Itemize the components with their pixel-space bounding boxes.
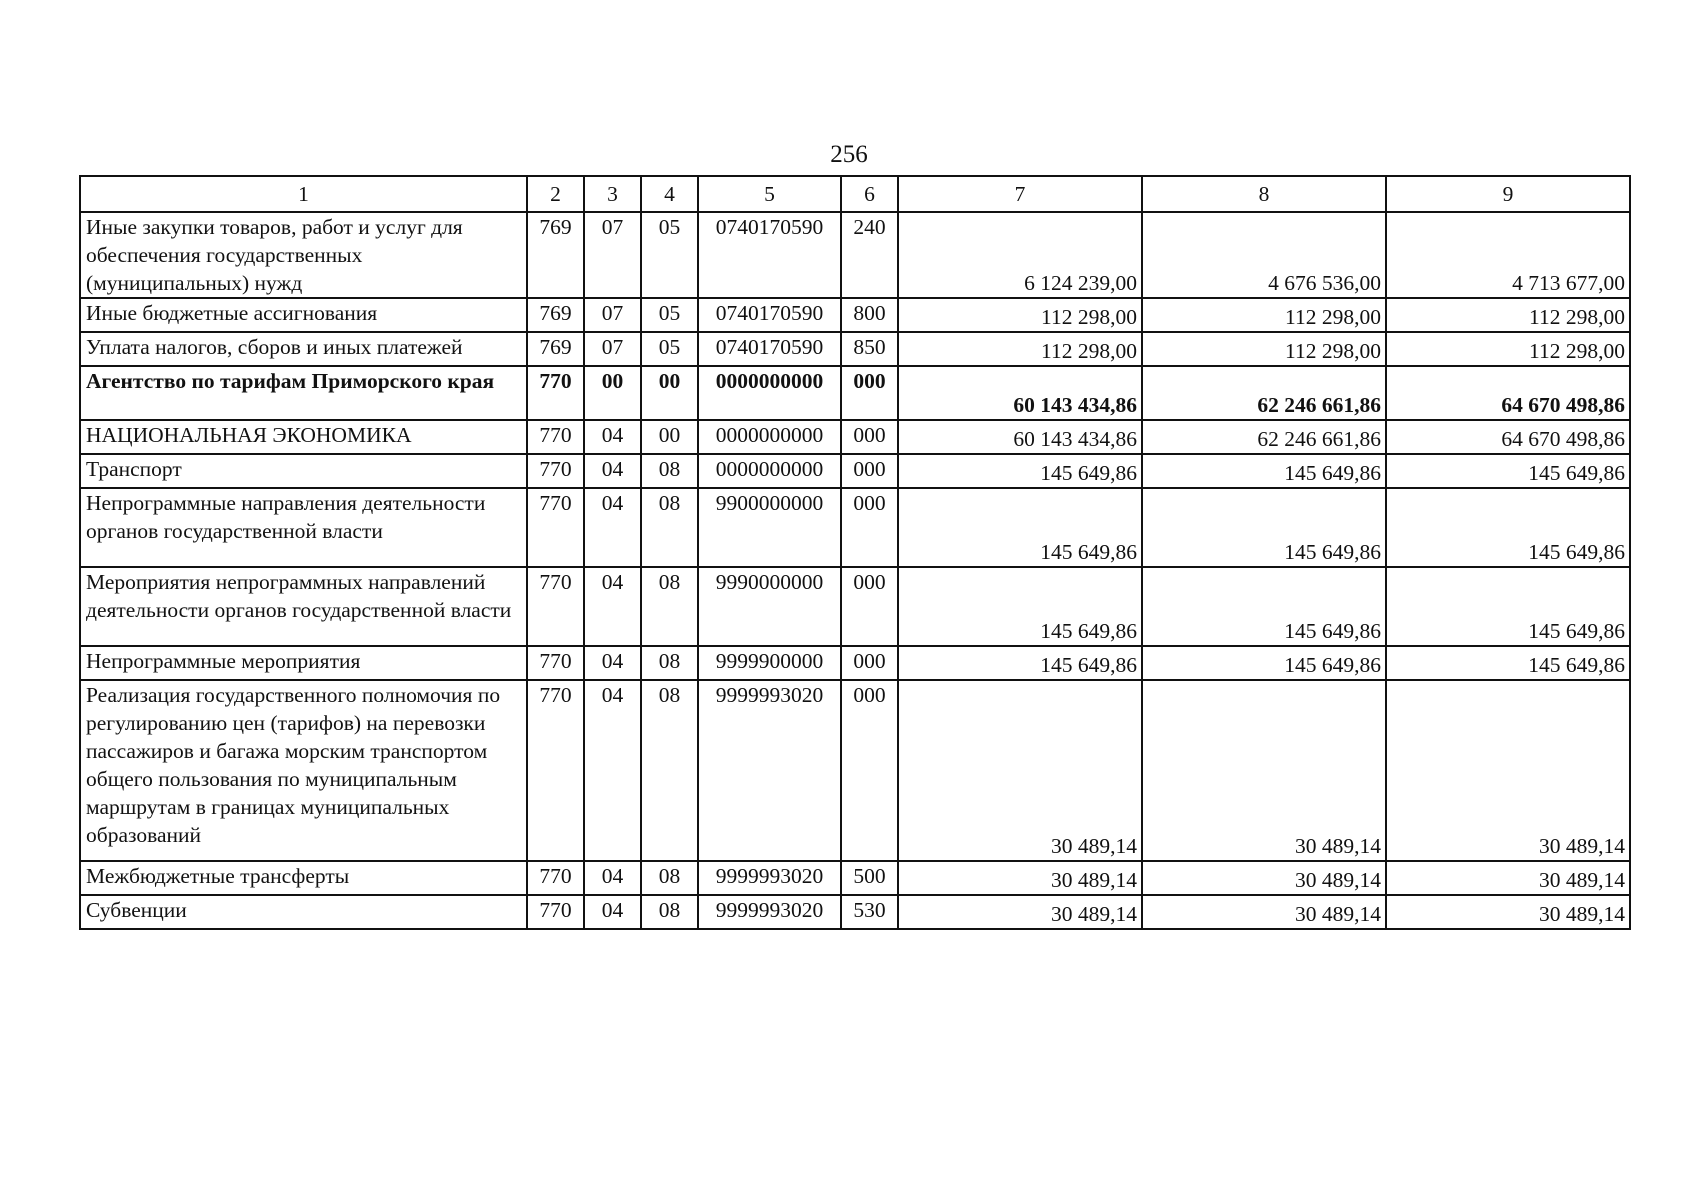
amount-col7-cell: 60 143 434,86	[898, 366, 1142, 420]
target-article-cell: 0000000000	[698, 454, 841, 488]
section-code-cell: 04	[584, 420, 641, 454]
target-article-cell: 9990000000	[698, 567, 841, 646]
amount-col9-cell: 30 489,14	[1386, 861, 1630, 895]
section-code-cell: 04	[584, 567, 641, 646]
subsection-code-cell: 08	[641, 488, 698, 567]
amount-col9-cell: 145 649,86	[1386, 454, 1630, 488]
subsection-code-cell: 08	[641, 646, 698, 680]
target-article-cell: 9999993020	[698, 861, 841, 895]
ministry-code-cell: 770	[527, 454, 584, 488]
amount-col8-cell: 145 649,86	[1142, 646, 1386, 680]
table-row	[80, 298, 1630, 332]
table-row	[80, 332, 1630, 366]
row-name-cell: Межбюджетные трансферты	[80, 861, 527, 895]
table-row	[80, 567, 1630, 646]
amount-col9-cell: 145 649,86	[1386, 488, 1630, 567]
header-row	[80, 176, 1630, 212]
row-name-cell: Непрограммные мероприятия	[80, 646, 527, 680]
section-code-cell: 04	[584, 646, 641, 680]
subsection-code-cell: 05	[641, 332, 698, 366]
subsection-code-cell: 00	[641, 420, 698, 454]
budget-table	[79, 175, 1631, 930]
ministry-code-cell: 770	[527, 420, 584, 454]
row-name-cell: Уплата налогов, сборов и иных платежей	[80, 332, 527, 366]
target-article-cell: 9999993020	[698, 680, 841, 861]
amount-col7-cell: 145 649,86	[898, 567, 1142, 646]
subsection-code-cell: 08	[641, 895, 698, 929]
section-code-cell: 07	[584, 298, 641, 332]
amount-col9-cell: 112 298,00	[1386, 298, 1630, 332]
amount-col8-cell: 112 298,00	[1142, 332, 1386, 366]
amount-col7-cell: 112 298,00	[898, 298, 1142, 332]
subsection-code-cell: 00	[641, 366, 698, 420]
section-code-cell: 04	[584, 680, 641, 861]
table-row	[80, 454, 1630, 488]
amount-col7-cell: 112 298,00	[898, 332, 1142, 366]
amount-col7-cell: 60 143 434,86	[898, 420, 1142, 454]
expense-type-cell: 000	[841, 680, 898, 861]
table-row	[80, 861, 1630, 895]
ministry-code-cell: 770	[527, 488, 584, 567]
amount-col9-cell: 145 649,86	[1386, 567, 1630, 646]
table-row	[80, 895, 1630, 929]
ministry-code-cell: 770	[527, 646, 584, 680]
expense-type-cell: 240	[841, 212, 898, 298]
section-code-cell: 04	[584, 861, 641, 895]
amount-col7-cell: 30 489,14	[898, 680, 1142, 861]
amount-col8-cell: 4 676 536,00	[1142, 212, 1386, 298]
amount-col9-cell: 64 670 498,86	[1386, 420, 1630, 454]
column-header-6: 6	[841, 176, 898, 212]
target-article-cell: 9999993020	[698, 895, 841, 929]
row-name-cell: Транспорт	[80, 454, 527, 488]
amount-col9-cell: 112 298,00	[1386, 332, 1630, 366]
row-name-cell: Непрограммные направления деятельности органов государственной власти	[80, 488, 527, 567]
ministry-code-cell: 770	[527, 567, 584, 646]
ministry-code-cell: 769	[527, 332, 584, 366]
subsection-code-cell: 08	[641, 680, 698, 861]
subsection-code-cell: 08	[641, 454, 698, 488]
table-body	[80, 212, 1630, 929]
column-header-5: 5	[698, 176, 841, 212]
amount-col8-cell: 30 489,14	[1142, 680, 1386, 861]
expense-type-cell: 530	[841, 895, 898, 929]
amount-col7-cell: 145 649,86	[898, 646, 1142, 680]
amount-col7-cell: 6 124 239,00	[898, 212, 1142, 298]
amount-col7-cell: 30 489,14	[898, 861, 1142, 895]
table-row	[80, 366, 1630, 420]
column-header-9: 9	[1386, 176, 1630, 212]
section-code-cell: 07	[584, 332, 641, 366]
amount-col8-cell: 145 649,86	[1142, 488, 1386, 567]
amount-col8-cell: 30 489,14	[1142, 861, 1386, 895]
amount-col9-cell: 4 713 677,00	[1386, 212, 1630, 298]
amount-col8-cell: 145 649,86	[1142, 567, 1386, 646]
expense-type-cell: 000	[841, 454, 898, 488]
expense-type-cell: 800	[841, 298, 898, 332]
table-row	[80, 212, 1630, 298]
target-article-cell: 9999900000	[698, 646, 841, 680]
amount-col7-cell: 145 649,86	[898, 488, 1142, 567]
table-row	[80, 680, 1630, 861]
subsection-code-cell: 08	[641, 567, 698, 646]
ministry-code-cell: 769	[527, 212, 584, 298]
section-code-cell: 04	[584, 895, 641, 929]
page-number: 256	[830, 141, 868, 168]
table-header	[80, 176, 1630, 212]
ministry-code-cell: 770	[527, 366, 584, 420]
expense-type-cell: 000	[841, 366, 898, 420]
subsection-code-cell: 05	[641, 212, 698, 298]
target-article-cell: 0740170590	[698, 212, 841, 298]
amount-col8-cell: 112 298,00	[1142, 298, 1386, 332]
column-header-2: 2	[527, 176, 584, 212]
target-article-cell: 0740170590	[698, 298, 841, 332]
table-row	[80, 646, 1630, 680]
amount-col9-cell: 64 670 498,86	[1386, 366, 1630, 420]
amount-col9-cell: 145 649,86	[1386, 646, 1630, 680]
row-name-cell: Мероприятия непрограммных направлений деятельности органов государственной власти	[80, 567, 527, 646]
target-article-cell: 9900000000	[698, 488, 841, 567]
amount-col7-cell: 30 489,14	[898, 895, 1142, 929]
subsection-code-cell: 05	[641, 298, 698, 332]
expense-type-cell: 000	[841, 567, 898, 646]
column-header-1: 1	[80, 176, 527, 212]
column-header-7: 7	[898, 176, 1142, 212]
amount-col8-cell: 62 246 661,86	[1142, 366, 1386, 420]
section-code-cell: 04	[584, 454, 641, 488]
column-header-3: 3	[584, 176, 641, 212]
amount-col8-cell: 30 489,14	[1142, 895, 1386, 929]
expense-type-cell: 000	[841, 420, 898, 454]
ministry-code-cell: 770	[527, 861, 584, 895]
row-name-cell: Иные закупки товаров, работ и услуг для обеспечения государственных (муниципальных) нужд	[80, 212, 527, 298]
ministry-code-cell: 770	[527, 680, 584, 861]
expense-type-cell: 850	[841, 332, 898, 366]
row-name-cell: НАЦИОНАЛЬНАЯ ЭКОНОМИКА	[80, 420, 527, 454]
expense-type-cell: 000	[841, 646, 898, 680]
table-row	[80, 420, 1630, 454]
row-name-cell: Иные бюджетные ассигнования	[80, 298, 527, 332]
amount-col9-cell: 30 489,14	[1386, 680, 1630, 861]
expense-type-cell: 000	[841, 488, 898, 567]
column-header-8: 8	[1142, 176, 1386, 212]
ministry-code-cell: 769	[527, 298, 584, 332]
row-name-cell: Субвенции	[80, 895, 527, 929]
subsection-code-cell: 08	[641, 861, 698, 895]
target-article-cell: 0000000000	[698, 420, 841, 454]
amount-col8-cell: 62 246 661,86	[1142, 420, 1386, 454]
amount-col7-cell: 145 649,86	[898, 454, 1142, 488]
target-article-cell: 0000000000	[698, 366, 841, 420]
target-article-cell: 0740170590	[698, 332, 841, 366]
ministry-code-cell: 770	[527, 895, 584, 929]
section-code-cell: 00	[584, 366, 641, 420]
column-header-4: 4	[641, 176, 698, 212]
section-code-cell: 07	[584, 212, 641, 298]
section-code-cell: 04	[584, 488, 641, 567]
row-name-cell: Агентство по тарифам Приморского края	[80, 366, 527, 420]
amount-col8-cell: 145 649,86	[1142, 454, 1386, 488]
amount-col9-cell: 30 489,14	[1386, 895, 1630, 929]
row-name-cell: Реализация государственного полномочия по регулированию цен (тарифов) на перевозки пассажиров и багажа морским транспортом общего пользования по муниципальным маршрутам в границах муниципальных образований	[80, 680, 527, 861]
expense-type-cell: 500	[841, 861, 898, 895]
table-row	[80, 488, 1630, 567]
